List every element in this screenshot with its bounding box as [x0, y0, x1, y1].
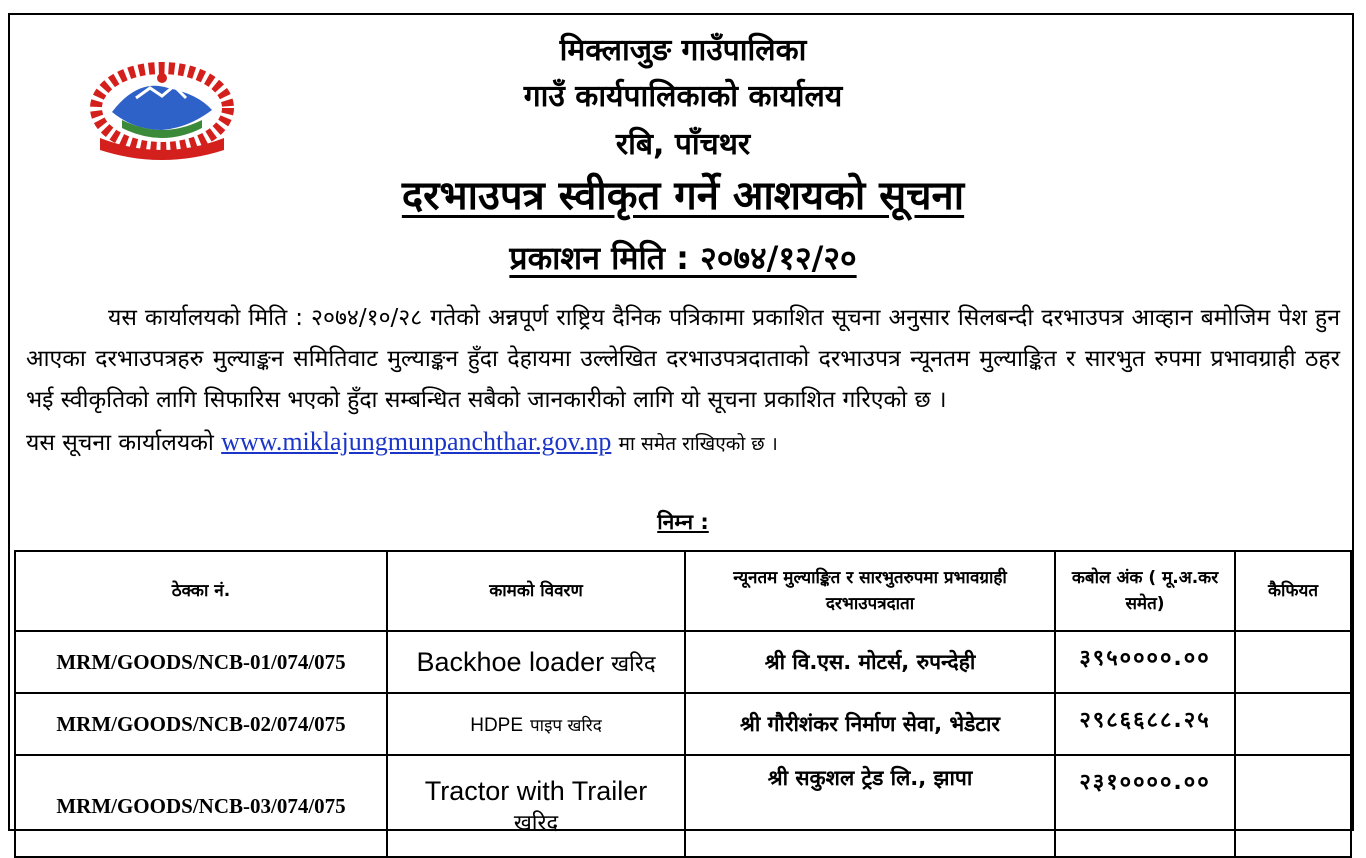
work-description-np: पाइप खरिद	[530, 715, 602, 736]
header-remarks: कैफियत	[1235, 551, 1351, 631]
contract-no: MRM/GOODS/NCB-01/074/075	[15, 631, 387, 693]
table-row	[15, 693, 1351, 755]
contract-no: MRM/GOODS/NCB-03/074/075	[15, 755, 387, 857]
work-description-en: Backhoe loader	[416, 646, 605, 677]
publish-date	[0, 236, 1366, 279]
bid-table	[14, 550, 1352, 858]
notice-title-text: दरभाउपत्र स्वीकृत गर्ने आशयको सूचना	[401, 173, 965, 219]
work-description	[387, 631, 685, 693]
header-contract-no: ठेक्का नं.	[15, 551, 387, 631]
website-line-prefix: यस सूचना कार्यालयको	[26, 430, 214, 456]
work-description-en: HDPE	[470, 714, 524, 736]
header-work-description: कामको विवरण	[387, 551, 685, 631]
notice-body	[26, 298, 1340, 465]
notice-title	[0, 166, 1366, 221]
bid-amount: २९८६६८८.२५	[1055, 693, 1235, 755]
table-row	[15, 631, 1351, 693]
publish-date-text: प्रकाशन मिति : २०७४/१२/२०	[509, 239, 857, 277]
header-bidder: न्यूनतम मुल्याङ्कित र सारभुतरुपमा प्रभावग्राही दरभाउपत्रदाता	[685, 551, 1055, 631]
remarks	[1235, 755, 1351, 857]
bid-amount: २३१००००.००	[1055, 755, 1235, 857]
municipality-name: मिक्लाजुङ गाउँपालिका	[559, 33, 807, 68]
work-description-np: खरिद	[611, 651, 656, 677]
remarks	[1235, 693, 1351, 755]
bidder-name: श्री गौरीशंकर निर्माण सेवा, भेडेटार	[685, 693, 1055, 755]
office-location: रबि, पाँचथर	[615, 127, 751, 162]
contract-no: MRM/GOODS/NCB-02/074/075	[15, 693, 387, 755]
website-line	[26, 421, 1340, 465]
bidder-name: श्री वि.एस. मोटर्स, रुपन्देही	[685, 631, 1055, 693]
website-line-suffix: मा समेत राखिएको छ ।	[618, 433, 778, 455]
work-description-en: Tractor with Trailer	[424, 775, 648, 806]
bidder-name: श्री सकुशल ट्रेड लि., झापा	[685, 755, 1055, 857]
work-description-np: खरिद	[513, 810, 559, 836]
table-row	[15, 755, 1351, 857]
header-bid-amount: कबोल अंक ( मू.अ.कर समेत)	[1055, 551, 1235, 631]
nimna-label: निम्न :	[657, 510, 709, 534]
office-name: गाउँ कार्यपालिकाको कार्यालय	[523, 79, 843, 114]
website-link[interactable]: www.miklajungmunpanchthar.gov.np	[221, 427, 612, 456]
table-header-row	[15, 551, 1351, 631]
work-description	[387, 755, 685, 857]
notice-paragraph: यस कार्यालयको मिति : २०७४/१०/२८ गतेको अन्नपूर्ण राष्ट्रिय दैनिक पत्रिकामा प्रकाशित सूचना अनुसार सिलबन्दी दरभाउपत्र आव्हान बमोजिम पेश हुन आएका दरभाउपत्रहरु मुल्याङ्कन समितिवाट मुल्याङ्कन हुँदा देहायमा उल्लेखित दरभाउपत्रदाताको दरभाउपत्र न्यूनतम मुल्याङ्कित र सारभुत रुपमा प्रभावग्राही ठहर भई स्वीकृतिको लागि सिफारिस भएको हुँदा सम्बन्धित सबैको जानकारीको लागि यो सूचना प्रकाशित गरिएको छ ।	[26, 305, 1340, 413]
remarks	[1235, 631, 1351, 693]
work-description	[387, 693, 685, 755]
bid-amount: ३९५००००.००	[1055, 631, 1235, 693]
